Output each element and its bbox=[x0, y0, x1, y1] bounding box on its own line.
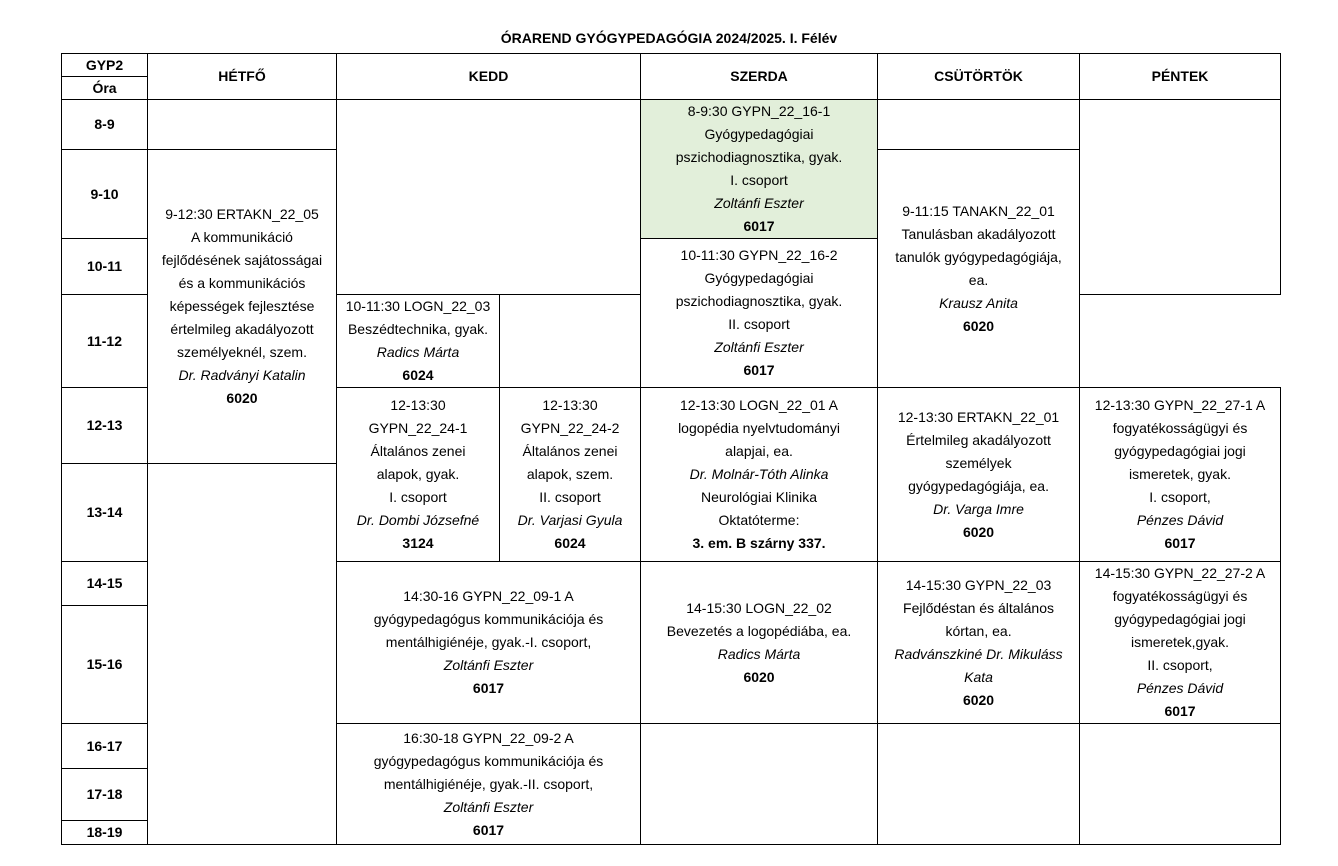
empty-cell bbox=[878, 724, 1080, 845]
timetable bbox=[61, 53, 1281, 845]
day-header-monday: HÉTFŐ bbox=[148, 54, 337, 100]
hour-cell: 16-17 bbox=[62, 724, 148, 769]
empty-cell bbox=[641, 724, 878, 845]
event-thu-2: 12-13:30 ERTAKN_22_01 Értelmileg akadályozott személyek gyógypedagógiája, ea. Dr. Varga Imre 6020 bbox=[878, 388, 1080, 562]
event-fri-1: 10-11:30 LOGN_22_03 Beszédtechnika, gyak. Radics Márta 6024 bbox=[337, 295, 500, 388]
day-header-tuesday: KEDD bbox=[337, 54, 641, 100]
event-thu-1: 9-11:15 TANAKN_22_01 Tanulásban akadályozott tanulók gyógypedagógiája, ea. Krausz Anita 6020 bbox=[878, 150, 1080, 388]
event-tue-1a: 12-13:30 GYPN_22_24-1 Általános zenei alapok, gyak. I. csoport Dr. Dombi Józsefné 3124 bbox=[337, 388, 500, 562]
empty-cell bbox=[878, 100, 1080, 150]
day-header-friday: PÉNTEK bbox=[1080, 54, 1281, 100]
event-tue-2: 14:30-16 GYPN_22_09-1 A gyógypedagógus kommunikációja és mentálhigiénéje, gyak.-I. csoport, Zoltánfi Eszter 6017 bbox=[337, 562, 641, 724]
event-wed-1: 8-9:30 GYPN_22_16-1 Gyógypedagógiai pszichodiagnosztika, gyak. I. csoport Zoltánfi Eszter 6017 bbox=[641, 100, 878, 239]
empty-cell bbox=[148, 464, 337, 845]
event-mon-1: 9-12:30 ERTAKN_22_05 A kommunikáció fejlődésének sajátosságai és a kommunikációs képességek fejlesztése értelmileg akadályozott személyeknél, szem. Dr. Radványi Katalin 6020 bbox=[148, 150, 337, 464]
event-wed-2: 10-11:30 GYPN_22_16-2 Gyógypedagógiai pszichodiagnosztika, gyak. II. csoport Zoltánfi Eszter 6017 bbox=[641, 239, 878, 388]
day-header-wednesday: SZERDA bbox=[641, 54, 878, 100]
event-tue-3: 16:30-18 GYPN_22_09-2 A gyógypedagógus kommunikációja és mentálhigiénéje, gyak.-II. csoport, Zoltánfi Eszter 6017 bbox=[337, 724, 641, 845]
hour-cell: 14-15 bbox=[62, 562, 148, 606]
hour-cell: 9-10 bbox=[62, 150, 148, 239]
event-tue-1b: 12-13:30 GYPN_22_24-2 Általános zenei alapok, szem. II. csoport Dr. Varjasi Gyula 6024 bbox=[500, 388, 641, 562]
hour-cell: 11-12 bbox=[62, 295, 148, 388]
event-fri-3: 14-15:30 GYPN_22_27-2 A fogyatékosságügyi és gyógypedagógiai jogi ismeretek,gyak. II. csoport, Pénzes Dávid 6017 bbox=[1080, 562, 1281, 724]
empty-cell bbox=[337, 100, 641, 295]
event-wed-4: 14-15:30 LOGN_22_02 Bevezetés a logopédiába, ea. Radics Márta 6020 bbox=[641, 562, 878, 724]
event-thu-3: 14-15:30 GYPN_22_03 Fejlődéstan és általános kórtan, ea. Radvánszkiné Dr. Mikuláss Kata 6020 bbox=[878, 562, 1080, 724]
event-fri-2: 12-13:30 GYPN_22_27-1 A fogyatékosságügyi és gyógypedagógiai jogi ismeretek, gyak. I. csoport, Pénzes Dávid 6017 bbox=[1080, 388, 1281, 562]
day-header-thursday: CSÜTÖRTÖK bbox=[878, 54, 1080, 100]
hour-cell: 12-13 bbox=[62, 388, 148, 464]
corner-header bbox=[62, 54, 148, 100]
hour-label: Óra bbox=[92, 80, 117, 96]
hour-cell: 18-19 bbox=[62, 821, 148, 845]
empty-cell bbox=[1080, 724, 1281, 845]
empty-cell bbox=[148, 100, 337, 150]
group-label: GYP2 bbox=[62, 54, 147, 77]
page-title: ÓRAREND GYÓGYPEDAGÓGIA 2024/2025. I. Félév bbox=[500, 30, 838, 46]
hour-cell: 13-14 bbox=[62, 464, 148, 562]
hour-cell: 15-16 bbox=[62, 605, 148, 723]
event-wed-3: 12-13:30 LOGN_22_01 A logopédia nyelvtudományi alapjai, ea. Dr. Molnár-Tóth Alinka Neurológiai Klinika Oktatóterme: 3. em. B szárny 337. bbox=[641, 388, 878, 562]
hour-cell: 8-9 bbox=[62, 100, 148, 150]
empty-cell bbox=[1080, 100, 1281, 295]
hour-cell: 17-18 bbox=[62, 769, 148, 821]
hour-cell: 10-11 bbox=[62, 239, 148, 295]
